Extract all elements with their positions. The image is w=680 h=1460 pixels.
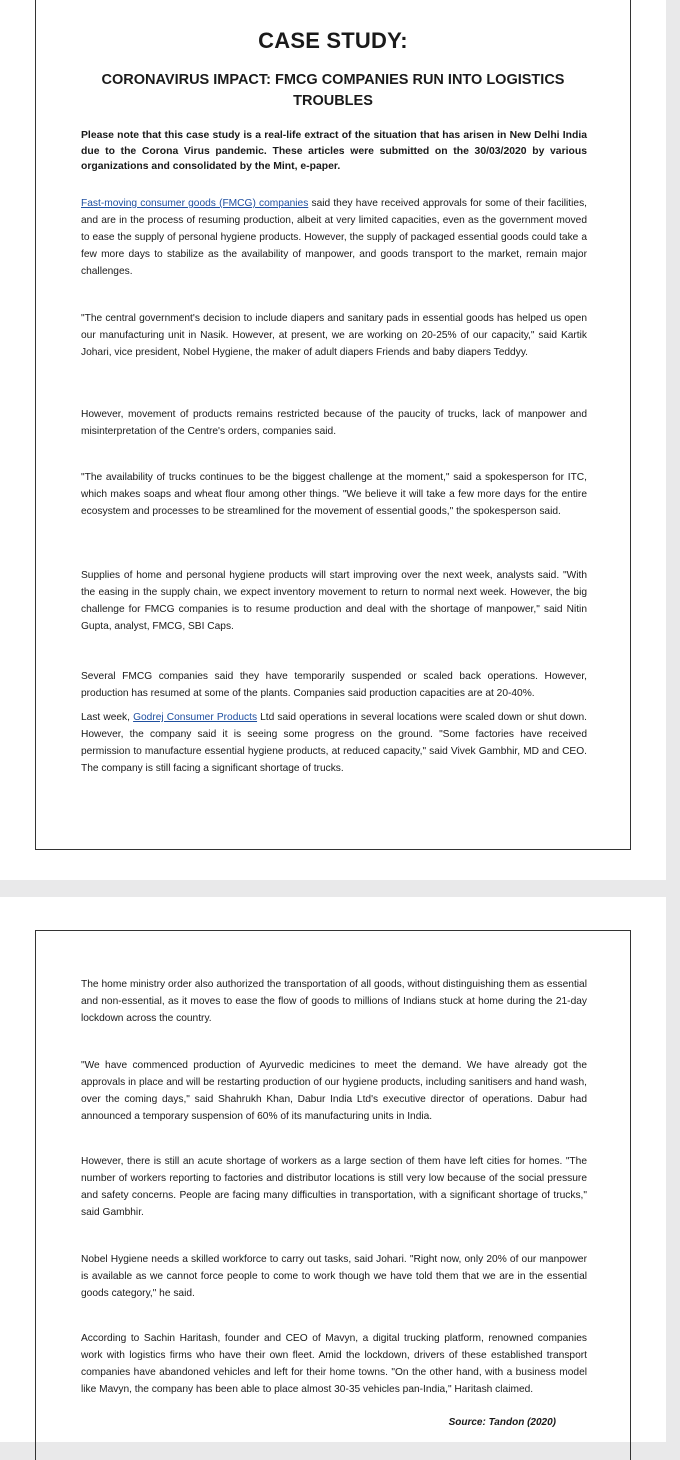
document-page-2 (0, 897, 666, 1442)
paragraph-2: "The central government's decision to include diapers and sanitary pads in essential goods has helped us open our manufacturing unit in Nasik. However, at present, we are working on 20-25% of our capacity," said Kartik Johari, vice president, Nobel Hygiene, the maker of adult diapers Friends and baby diapers Teddyy. (81, 313, 587, 358)
paragraph-7-text: Ltd said operations in several locations were scaled down or shut down. However, the company said it is seeing some progress on the ground. "Some factories have received permission to manufacture essential hygiene products, at reduced capacity," said Vivek Gambhir, MD and CEO. The company is still facing a significant shortage of trucks. (81, 712, 587, 774)
fmcg-companies-link[interactable]: Fast-moving consumer goods (FMCG) companies (81, 198, 309, 209)
paragraph-7 (81, 709, 587, 777)
paragraph-11: Nobel Hygiene needs a skilled workforce to carry out tasks, said Johari. "Right now, only 20% of our manpower is available as we cannot force people to come to work though we have told them that we are in the essential goods category," he said. (81, 1254, 587, 1299)
paragraph-1 (81, 195, 587, 280)
paragraph-12: According to Sachin Haritash, founder and CEO of Mavyn, a digital trucking platform, renowned companies work with logistics firms who have their own fleet. Amid the lockdown, drivers of these established transport companies have abandoned vehicles and left for their home towns. "On the other hand, with a business model like Mavyn, the company has been able to place almost 30-35 vehicles pan-India," Haritash claimed. (81, 1333, 587, 1395)
page-title: CASE STUDY: (258, 28, 408, 53)
paragraph-1-text: said they have received approvals for some of their facilities, and are in the process of resuming production, albeit at very limited capacities, even as the government moved to ease the supply of personal hygiene products. However, the supply of packaged essential goods could take a few more days to stabilize as the availability of manpower, and goods transport to the market, remain major challenges. (81, 198, 587, 277)
godrej-link[interactable]: Godrej Consumer Products (133, 712, 258, 723)
paragraph-4: "The availability of trucks continues to be the biggest challenge at the moment," said a spokesperson for ITC, which makes soaps and wheat flour among other things. "We believe it will take a few more days for the entire ecosystem and processes to be streamlined for the movement of essential goods," the spokesperson said. (81, 472, 587, 517)
paragraph-5: Supplies of home and personal hygiene products will start improving over the next week, analysts said. "With the easing in the supply chain, we expect inventory movement to return to normal next week. However, the big challenge for FMCG companies is to resume production and deal with the shortage of manpower," said Nitin Gupta, analyst, FMCG, SBI Caps. (81, 570, 587, 632)
paragraph-7-lead: Last week, (81, 712, 134, 723)
paragraph-8: The home ministry order also authorized the transportation of all goods, without distinguishing them as essential and non-essential, as it moves to ease the flow of goods to millions of Indians stuck at home during the 21-day lockdown across the country. (81, 979, 587, 1024)
case-study-subtitle: CORONAVIRUS IMPACT: FMCG COMPANIES RUN INTO LOGISTICS TROUBLES (101, 72, 565, 109)
paragraph-6: Several FMCG companies said they have temporarily suspended or scaled back operations. However, production has resumed at some of the plants. Companies said production capacities are at 20-40%. (81, 671, 587, 699)
paragraph-3: However, movement of products remains restricted because of the paucity of trucks, lack of manpower and misinterpretation of the Centre's orders, companies said. (81, 409, 587, 437)
disclaimer-note: Please note that this case study is a real-life extract of the situation that has arisen in New Delhi India due to the Corona Virus pandemic. These articles were submitted on the 30/03/2020 by various organizations and consolidated by the Mint, e-paper. (81, 130, 587, 172)
paragraph-10: However, there is still an acute shortage of workers as a large section of them have left cities for homes. "The number of workers reporting to factories and distributor locations is still very low because of the social pressure and safety concerns. People are facing many difficulties in transportation, with a significant shortage of trucks," said Gambhir. (81, 1156, 587, 1218)
paragraph-9: "We have commenced production of Ayurvedic medicines to meet the demand. We have already got the approvals in place and will be restarting production of our hygiene products, including sanitisers and hand wash, over the coming days," said Shahrukh Khan, Dabur India Ltd's executive director of operations. Dabur had announced a temporary suspension of 60% of its manufacturing units in India. (81, 1060, 587, 1122)
source-citation: Source: Tandon (2020) (448, 1417, 556, 1428)
